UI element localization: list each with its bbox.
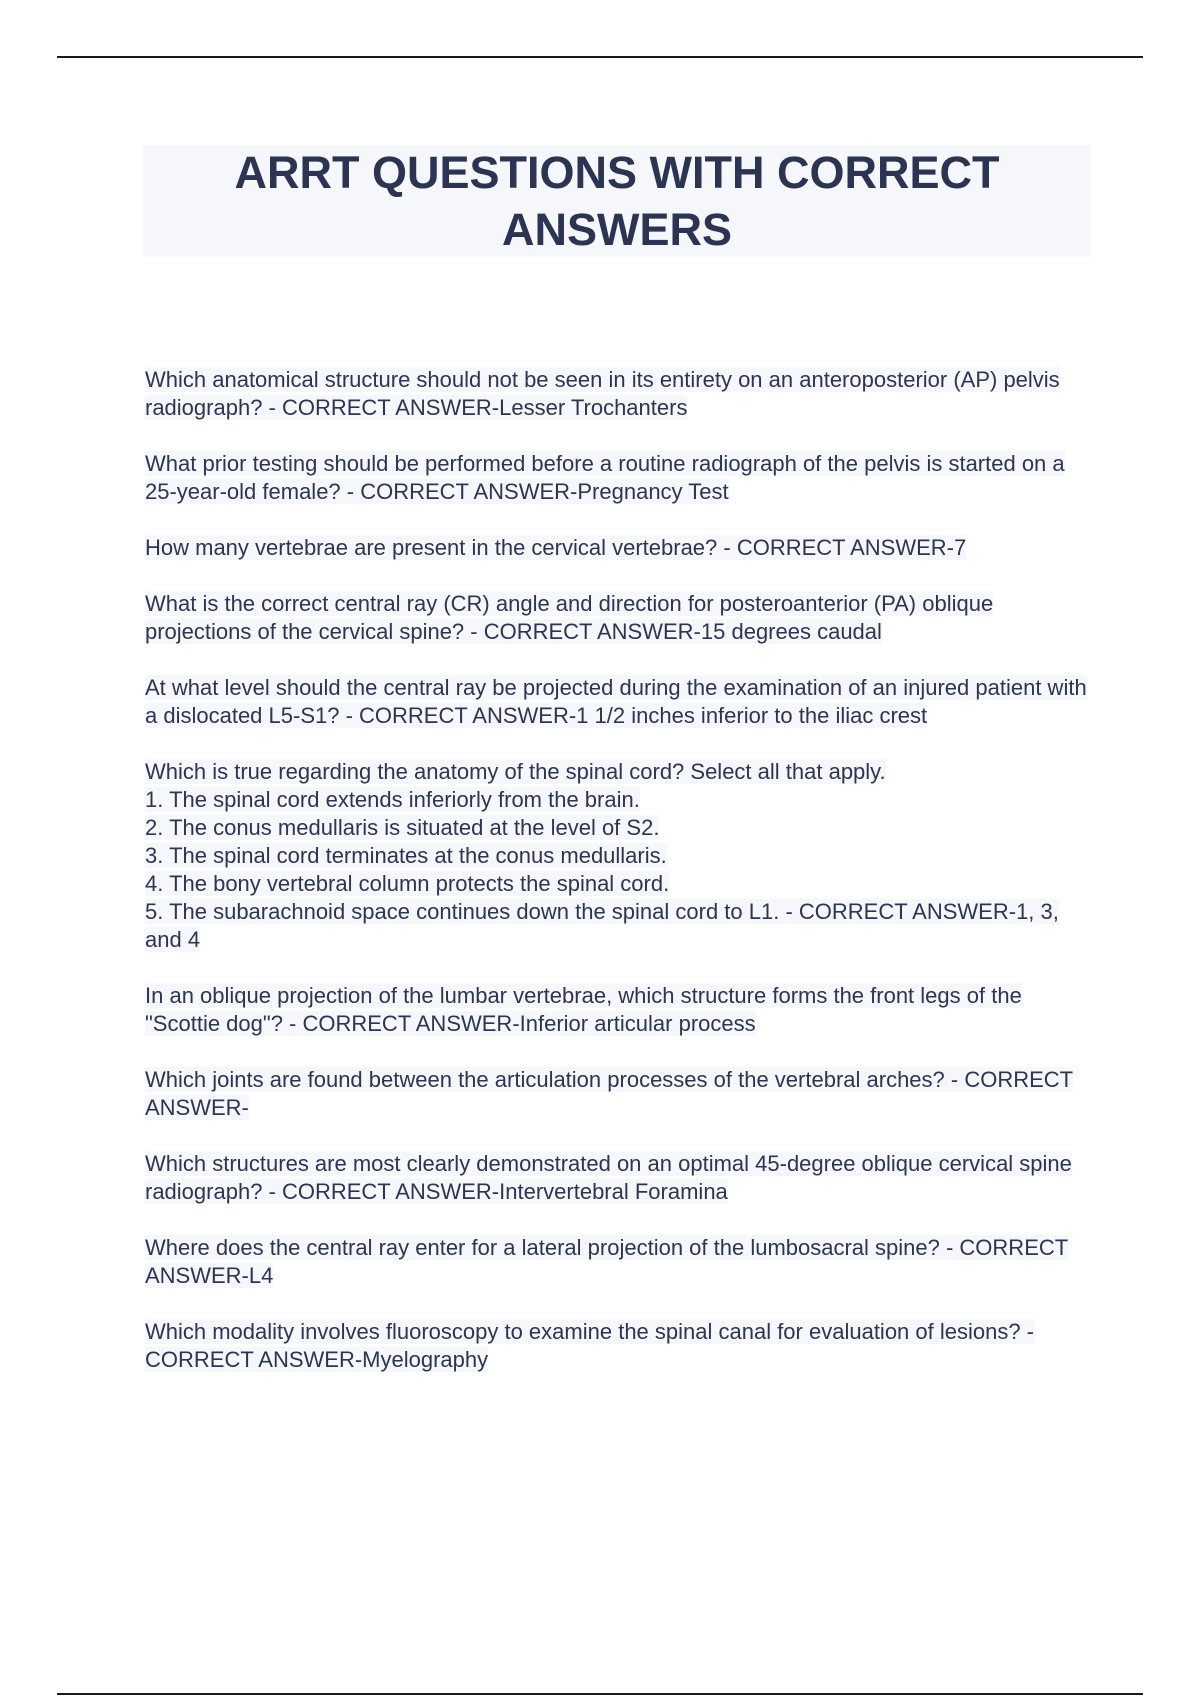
qa-item <box>145 1066 1090 1122</box>
qa-item <box>145 1150 1090 1206</box>
qa-text: What prior testing should be performed before a routine radiograph of the pelvis is started on a 25-year-old female? - CORRECT ANSWER-Pregnancy Test <box>145 451 1065 504</box>
qa-text: Which joints are found between the articulation processes of the vertebral arches? - CORRECT ANSWER- <box>145 1067 1074 1120</box>
qa-list <box>145 366 1090 1402</box>
qa-item <box>145 1234 1090 1290</box>
title-banner <box>143 145 1091 257</box>
qa-item <box>145 1318 1090 1374</box>
qa-text: Which is true regarding the anatomy of the spinal cord? Select all that apply. 1. The spinal cord extends inferiorly from the brain. 2. The conus medullaris is situated at the level of S2. 3. The spinal cord terminates at the conus medullaris. 4. The bony vertebral column protects the spinal cord. 5. The subarachnoid space continues down the spinal cord to L1. - CORRECT ANSWER-1, 3, and 4 <box>145 759 1059 952</box>
document-title: ARRT QUESTIONS WITH CORRECT ANSWERS <box>234 147 1000 255</box>
qa-text: How many vertebrae are present in the cervical vertebrae? - CORRECT ANSWER-7 <box>145 535 967 560</box>
qa-item <box>145 674 1090 730</box>
footer-rule <box>57 1693 1143 1695</box>
qa-item <box>145 534 1090 562</box>
qa-text: Where does the central ray enter for a lateral projection of the lumbosacral spine? - CORRECT ANSWER-L4 <box>145 1235 1069 1288</box>
qa-item <box>145 758 1090 954</box>
qa-text: Which anatomical structure should not be seen in its entirety on an anteroposterior (AP) pelvis radiograph? - CORRECT ANSWER-Lesser Trochanters <box>145 367 1060 420</box>
qa-item <box>145 590 1090 646</box>
qa-text: At what level should the central ray be projected during the examination of an injured patient with a dislocated L5-S1? - CORRECT ANSWER-1 1/2 inches inferior to the iliac crest <box>145 675 1087 728</box>
header-rule <box>57 56 1143 58</box>
qa-item <box>145 982 1090 1038</box>
qa-item <box>145 450 1090 506</box>
qa-text: In an oblique projection of the lumbar vertebrae, which structure forms the front legs of the "Scottie dog"? - CORRECT ANSWER-Inferior articular process <box>145 983 1022 1036</box>
qa-text: What is the correct central ray (CR) angle and direction for posteroanterior (PA) oblique projections of the cervical spine? - CORRECT ANSWER-15 degrees caudal <box>145 591 994 644</box>
qa-text: Which modality involves fluoroscopy to examine the spinal canal for evaluation of lesions? - CORRECT ANSWER-Myelography <box>145 1319 1035 1372</box>
qa-item <box>145 366 1090 422</box>
qa-text: Which structures are most clearly demonstrated on an optimal 45-degree oblique cervical spine radiograph? - CORRECT ANSWER-Intervertebral Foramina <box>145 1151 1072 1204</box>
